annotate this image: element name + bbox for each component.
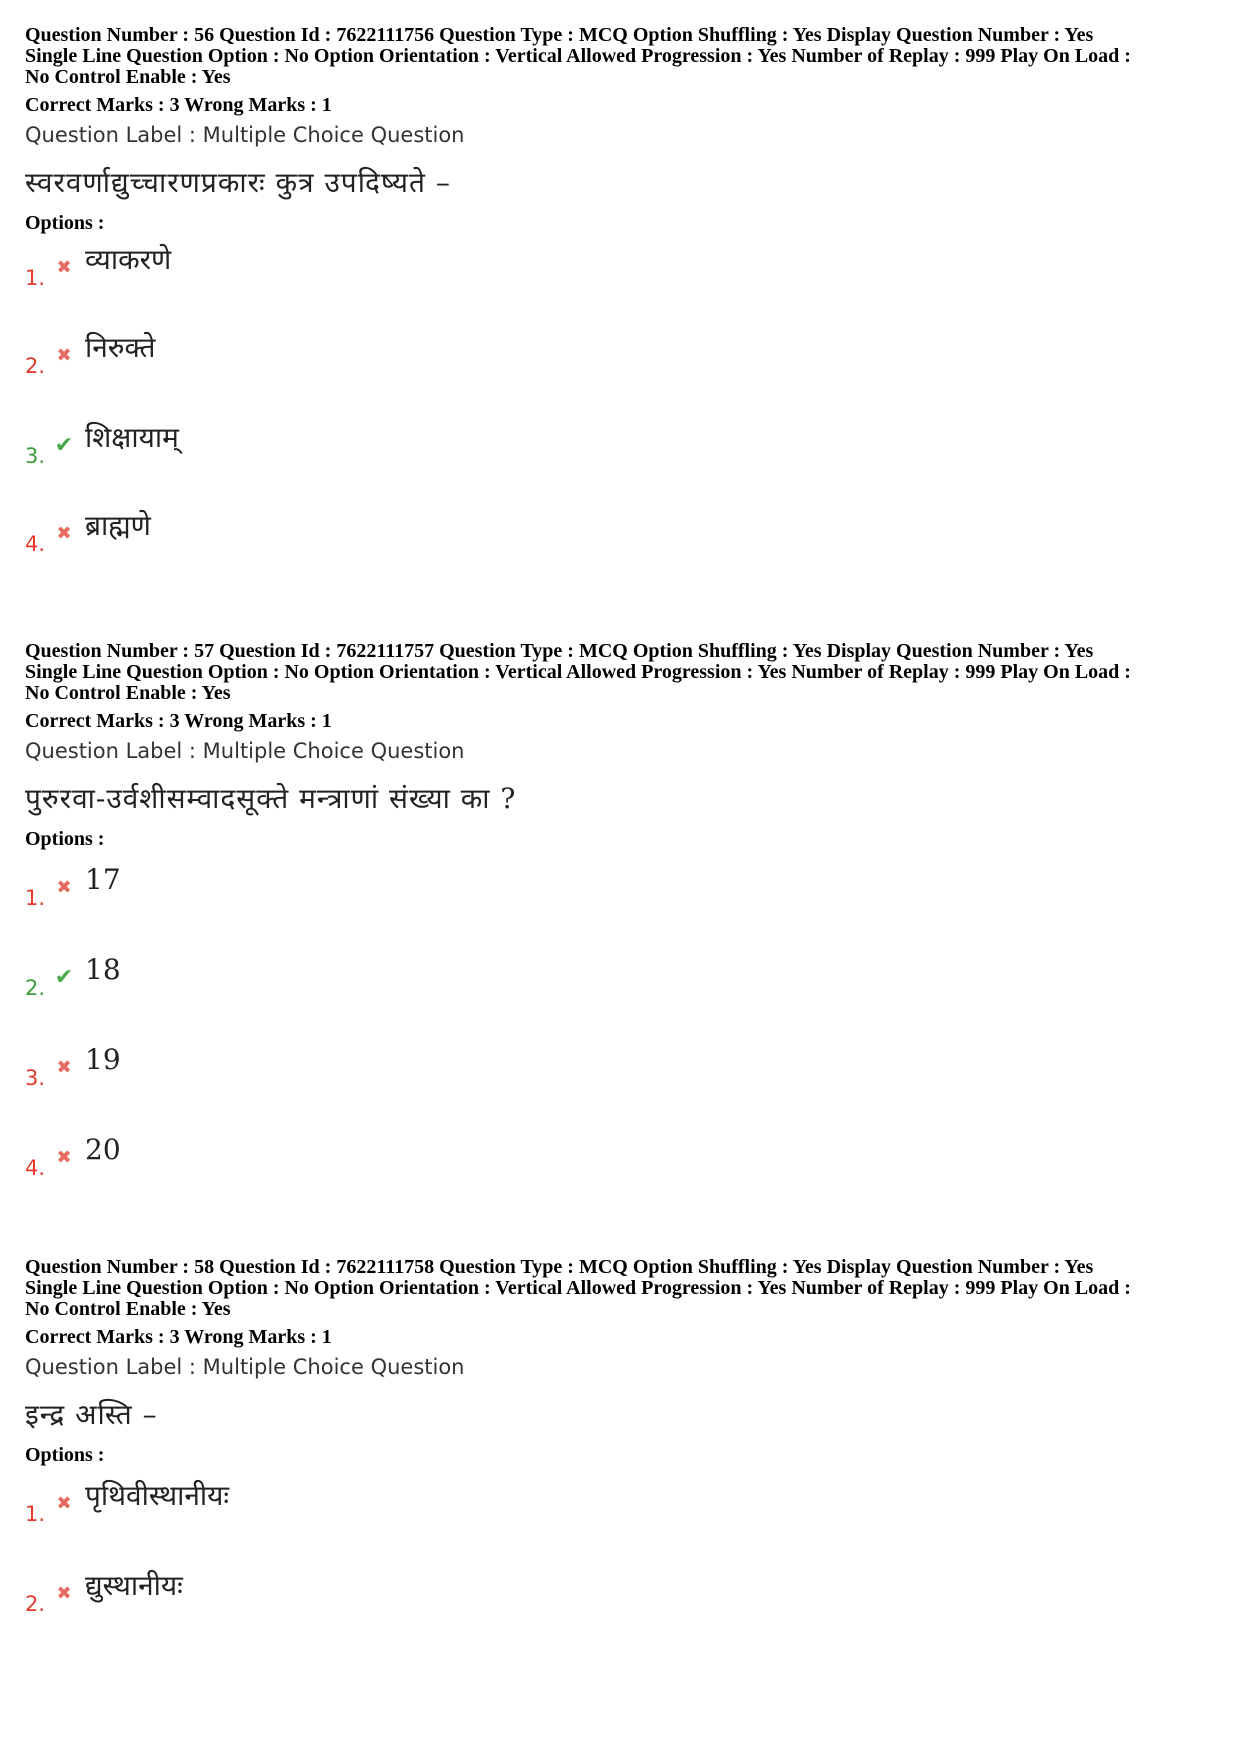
- option-number: 3.: [25, 444, 46, 468]
- option-text: शिक्षायाम्: [85, 421, 179, 454]
- option-text: 20: [85, 1133, 121, 1166]
- options-label: Options :: [25, 828, 105, 850]
- option-number: 4.: [25, 1156, 46, 1180]
- options-label: Options :: [25, 1444, 105, 1466]
- question-meta-line: Single Line Question Option : No Option Orientation : Vertical Allowed Progression : Yes Number of Replay : 999 Play On Load :: [25, 661, 1131, 683]
- option-text: 19: [85, 1043, 121, 1076]
- option-text: 18: [85, 953, 121, 986]
- option-2: [25, 328, 156, 378]
- question-text: पुरुरवा-उर्वशीसम्वादसूक्ते मन्त्राणां संख्या का ?: [25, 782, 517, 815]
- question-label: Question Label : Multiple Choice Question: [25, 1355, 465, 1379]
- cross-icon: ✖: [56, 877, 72, 898]
- cross-icon: ✖: [56, 345, 72, 366]
- cross-icon: ✖: [56, 1583, 72, 1604]
- question-text: इन्द्र अस्ति –: [25, 1398, 158, 1431]
- option-number: 3.: [25, 1066, 46, 1090]
- option-text: ब्राह्मणे: [85, 509, 151, 542]
- option-text: 17: [85, 863, 121, 896]
- option-2: [25, 950, 121, 1000]
- marks-line: Correct Marks : 3 Wrong Marks : 1: [25, 1326, 332, 1348]
- question-meta-line: Single Line Question Option : No Option Orientation : Vertical Allowed Progression : Yes Number of Replay : 999 Play On Load :: [25, 45, 1131, 67]
- option-number: 2.: [25, 354, 46, 378]
- option-2: [25, 1566, 183, 1616]
- option-number: 1.: [25, 886, 46, 910]
- question-label: Question Label : Multiple Choice Question: [25, 739, 465, 763]
- check-icon: ✔: [54, 965, 74, 990]
- marks-line: Correct Marks : 3 Wrong Marks : 1: [25, 94, 332, 116]
- options-label: Options :: [25, 212, 105, 234]
- option-4: [25, 506, 151, 556]
- option-text: निरुक्ते: [85, 331, 156, 364]
- cross-icon: ✖: [56, 257, 72, 278]
- question-meta-line: Question Number : 56 Question Id : 7622111756 Question Type : MCQ Option Shuffling : Yes Display Question Number : Yes: [25, 24, 1094, 46]
- option-3: [25, 1040, 121, 1090]
- cross-icon: ✖: [56, 523, 72, 544]
- question-block-57: [25, 640, 1215, 1180]
- option-1: [25, 860, 121, 910]
- option-number: 1.: [25, 266, 46, 290]
- option-4: [25, 1130, 121, 1180]
- cross-icon: ✖: [56, 1057, 72, 1078]
- option-text: व्याकरणे: [85, 243, 172, 276]
- option-number: 2.: [25, 1592, 46, 1616]
- option-number: 4.: [25, 532, 46, 556]
- option-3: [25, 418, 179, 468]
- question-text: स्वरवर्णाद्युच्चारणप्रकारः कुत्र उपदिष्यते –: [25, 166, 451, 199]
- question-meta-line: Single Line Question Option : No Option Orientation : Vertical Allowed Progression : Yes Number of Replay : 999 Play On Load :: [25, 1277, 1131, 1299]
- question-meta-line: Question Number : 58 Question Id : 7622111758 Question Type : MCQ Option Shuffling : Yes Display Question Number : Yes: [25, 1256, 1094, 1278]
- option-1: [25, 240, 171, 290]
- option-number: 2.: [25, 976, 46, 1000]
- cross-icon: ✖: [56, 1493, 72, 1514]
- cross-icon: ✖: [56, 1147, 72, 1168]
- question-block-58: [25, 1256, 1215, 1616]
- marks-line: Correct Marks : 3 Wrong Marks : 1: [25, 710, 332, 732]
- option-number: 1.: [25, 1502, 46, 1526]
- question-meta-line: No Control Enable : Yes: [25, 1298, 231, 1320]
- question-block-56: [25, 24, 1215, 556]
- option-text: द्युस्थानीयः: [85, 1569, 183, 1602]
- question-meta-line: No Control Enable : Yes: [25, 66, 231, 88]
- check-icon: ✔: [54, 433, 74, 458]
- option-text: पृथिवीस्थानीयः: [85, 1479, 230, 1512]
- question-meta-line: Question Number : 57 Question Id : 7622111757 Question Type : MCQ Option Shuffling : Yes Display Question Number : Yes: [25, 640, 1094, 662]
- question-meta-line: No Control Enable : Yes: [25, 682, 231, 704]
- option-1: [25, 1476, 229, 1526]
- question-label: Question Label : Multiple Choice Question: [25, 123, 465, 147]
